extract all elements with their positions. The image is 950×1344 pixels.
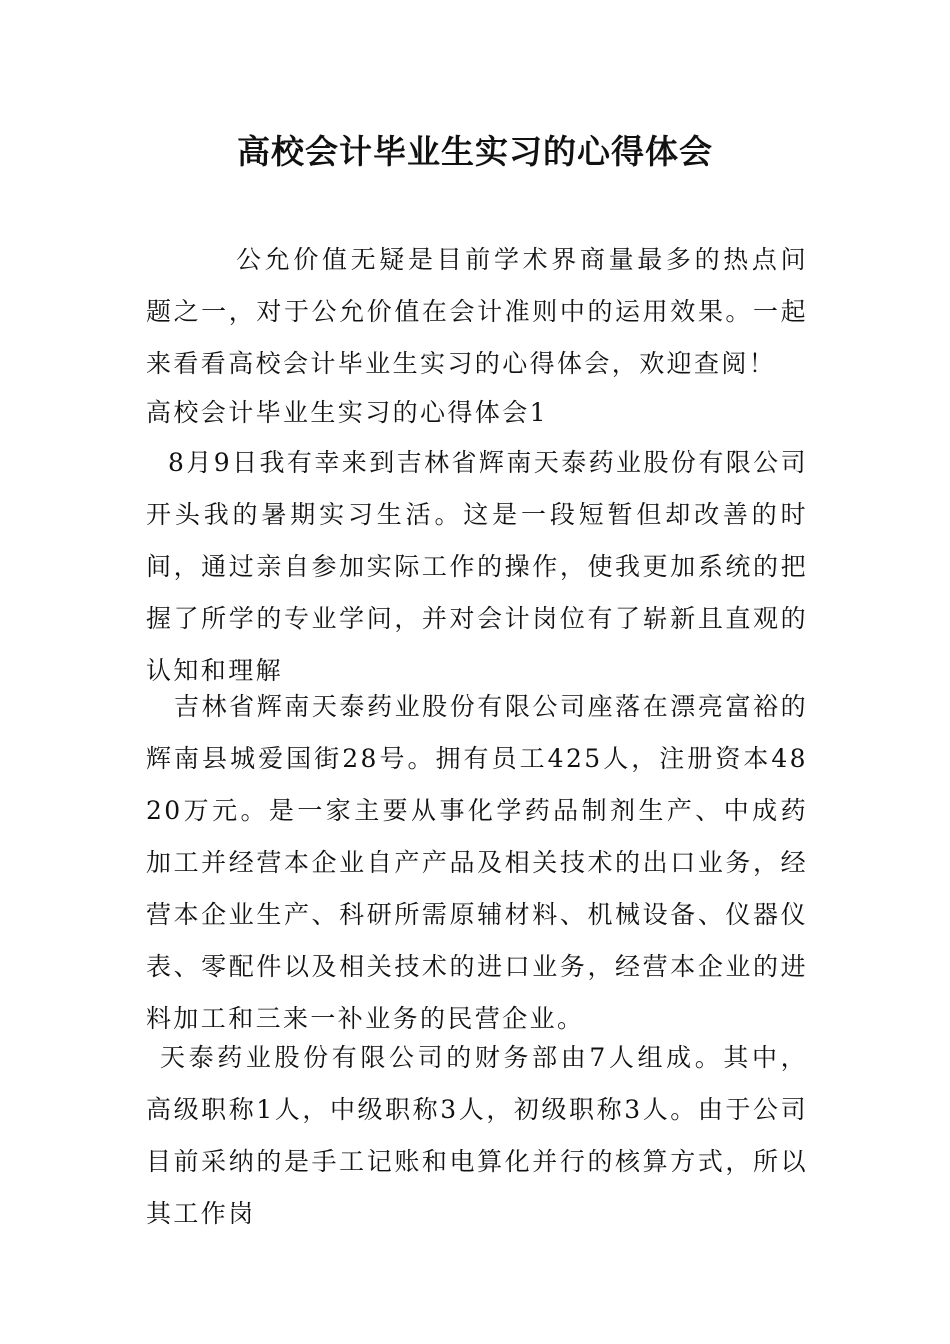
paragraph-finance-department: 天泰药业股份有限公司的财务部由7人组成。其中，高级职称1人，中级职称3人，初级职称3人。由于公司目前采纳的是手工记账和电算化并行的核算方式，所以其工作岗 bbox=[146, 1043, 808, 1228]
paragraph-internship-start: 8月9日我有幸来到吉林省辉南天泰药业股份有限公司开头我的暑期实习生活。这是一段短暂但却改善的时间，通过亲自参加实际工作的操作，使我更加系统的把握了所学的专业学问，并对会计岗位有了崭新且直观的认知和理解 bbox=[146, 448, 808, 685]
document-title: 高校会计毕业生实习的心得体会 bbox=[237, 132, 713, 171]
intro-paragraph: 公允价值无疑是目前学术界商量最多的热点问题之一，对于公允价值在会计准则中的运用效果。一起来看看高校会计毕业生实习的心得体会，欢迎查阅！ bbox=[146, 245, 808, 378]
paragraph-company-profile: 吉林省辉南天泰药业股份有限公司座落在漂亮富裕的辉南县城爱国街28号。拥有员工425人，注册资本4820万元。是一家主要从事化学药品制剂生产、中成药加工并经营本企业自产产品及相关技术的出口业务，经营本企业生产、科研所需原辅材料、机械设备、仪器仪表、零配件以及相关技术的进口业务，经营本企业的进料加工和三来一补业务的民营企业。 bbox=[146, 692, 808, 1033]
section-subtitle: 高校会计毕业生实习的心得体会1 bbox=[146, 398, 548, 427]
